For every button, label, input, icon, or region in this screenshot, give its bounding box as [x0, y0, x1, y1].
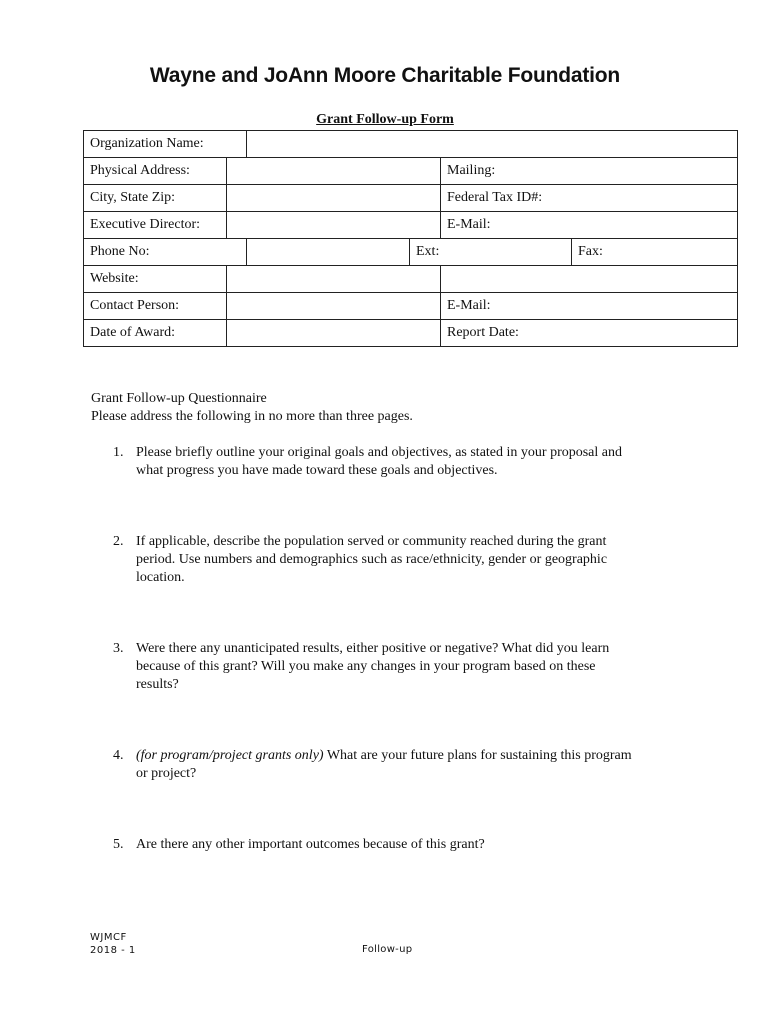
question-line: location. — [136, 570, 185, 585]
contact-person-field[interactable] — [227, 293, 441, 320]
report-date-field[interactable] — [441, 320, 738, 347]
phone-label: Phone No: — [84, 239, 247, 266]
date-of-award-label: Date of Award: — [84, 320, 227, 347]
foundation-title: Wayne and JoAnn Moore Charitable Foundation — [149, 64, 621, 87]
table-row — [84, 131, 738, 158]
question-line — [136, 747, 683, 765]
questionnaire-instruction: Please address the following in no more than three pages. — [91, 409, 413, 424]
question-line: or project? — [136, 766, 197, 781]
table-row — [84, 266, 738, 293]
question-text — [136, 836, 683, 854]
question-text — [136, 533, 683, 587]
organization-info-table — [83, 130, 738, 347]
organization-name-field[interactable] — [247, 131, 738, 158]
question-item — [113, 640, 683, 694]
contact-email-label: E-Mail: — [447, 298, 491, 313]
question-line: Please briefly outline your original goals and objectives, as stated in your proposal and — [136, 445, 622, 460]
form-title: Grant Follow-up Form — [316, 112, 454, 127]
question-line: what progress you have made toward these goals and objectives. — [136, 463, 498, 478]
date-of-award-field[interactable] — [227, 320, 441, 347]
question-number: 4. — [113, 748, 124, 763]
website-label: Website: — [84, 266, 227, 293]
organization-name-label: Organization Name: — [84, 131, 247, 158]
physical-address-label: Physical Address: — [84, 158, 227, 185]
table-row — [84, 185, 738, 212]
table-row — [84, 239, 738, 266]
question-line: If applicable, describe the population served or community reached during the grant — [136, 534, 607, 549]
questionnaire-intro — [91, 390, 413, 426]
footer-code-line: WJMCF — [90, 932, 127, 943]
website-extra-field[interactable] — [441, 266, 738, 293]
website-field[interactable] — [227, 266, 441, 293]
footer-page-label: Follow-up — [362, 944, 413, 955]
fax-label: Fax: — [578, 244, 603, 259]
table-row — [84, 158, 738, 185]
federal-tax-id-label: Federal Tax ID#: — [447, 190, 543, 205]
question-text — [136, 444, 683, 480]
question-text — [136, 747, 683, 783]
question-line: because of this grant? Will you make any changes in your program based on these — [136, 659, 596, 674]
phone-field[interactable] — [247, 239, 410, 266]
question-qualifier: (for program/project grants only) — [136, 748, 324, 763]
question-item — [113, 747, 683, 783]
questionnaire-heading: Grant Follow-up Questionnaire — [91, 391, 267, 406]
question-item — [113, 444, 683, 480]
question-number: 3. — [113, 641, 124, 656]
report-date-label: Report Date: — [447, 325, 519, 340]
executive-director-field[interactable] — [227, 212, 441, 239]
footer-form-code — [90, 931, 136, 957]
question-line: Were there any unanticipated results, either positive or negative? What did you learn — [136, 641, 610, 656]
mailing-label: Mailing: — [447, 163, 496, 178]
director-email-label: E-Mail: — [447, 217, 491, 232]
director-email-field[interactable] — [441, 212, 738, 239]
question-number: 5. — [113, 837, 124, 852]
question-text — [136, 640, 683, 694]
ext-field[interactable] — [410, 239, 572, 266]
contact-email-field[interactable] — [441, 293, 738, 320]
question-number: 2. — [113, 534, 124, 549]
table-row — [84, 293, 738, 320]
question-item — [113, 836, 683, 854]
footer-code-line: 2018 - 1 — [90, 945, 136, 956]
question-line: Are there any other important outcomes because of this grant? — [136, 837, 485, 852]
city-state-zip-label: City, State Zip: — [84, 185, 227, 212]
question-line: results? — [136, 677, 179, 692]
question-line-rest: What are your future plans for sustaining this program — [323, 748, 632, 763]
ext-label: Ext: — [416, 244, 440, 259]
question-item — [113, 533, 683, 587]
table-row — [84, 212, 738, 239]
contact-person-label: Contact Person: — [84, 293, 227, 320]
mailing-field[interactable] — [441, 158, 738, 185]
executive-director-label: Executive Director: — [84, 212, 227, 239]
fax-field[interactable] — [572, 239, 738, 266]
federal-tax-id-field[interactable] — [441, 185, 738, 212]
physical-address-field[interactable] — [227, 158, 441, 185]
question-number: 1. — [113, 445, 124, 460]
table-row — [84, 320, 738, 347]
city-state-zip-field[interactable] — [227, 185, 441, 212]
question-line: period. Use numbers and demographics such as race/ethnicity, gender or geographic — [136, 552, 608, 567]
